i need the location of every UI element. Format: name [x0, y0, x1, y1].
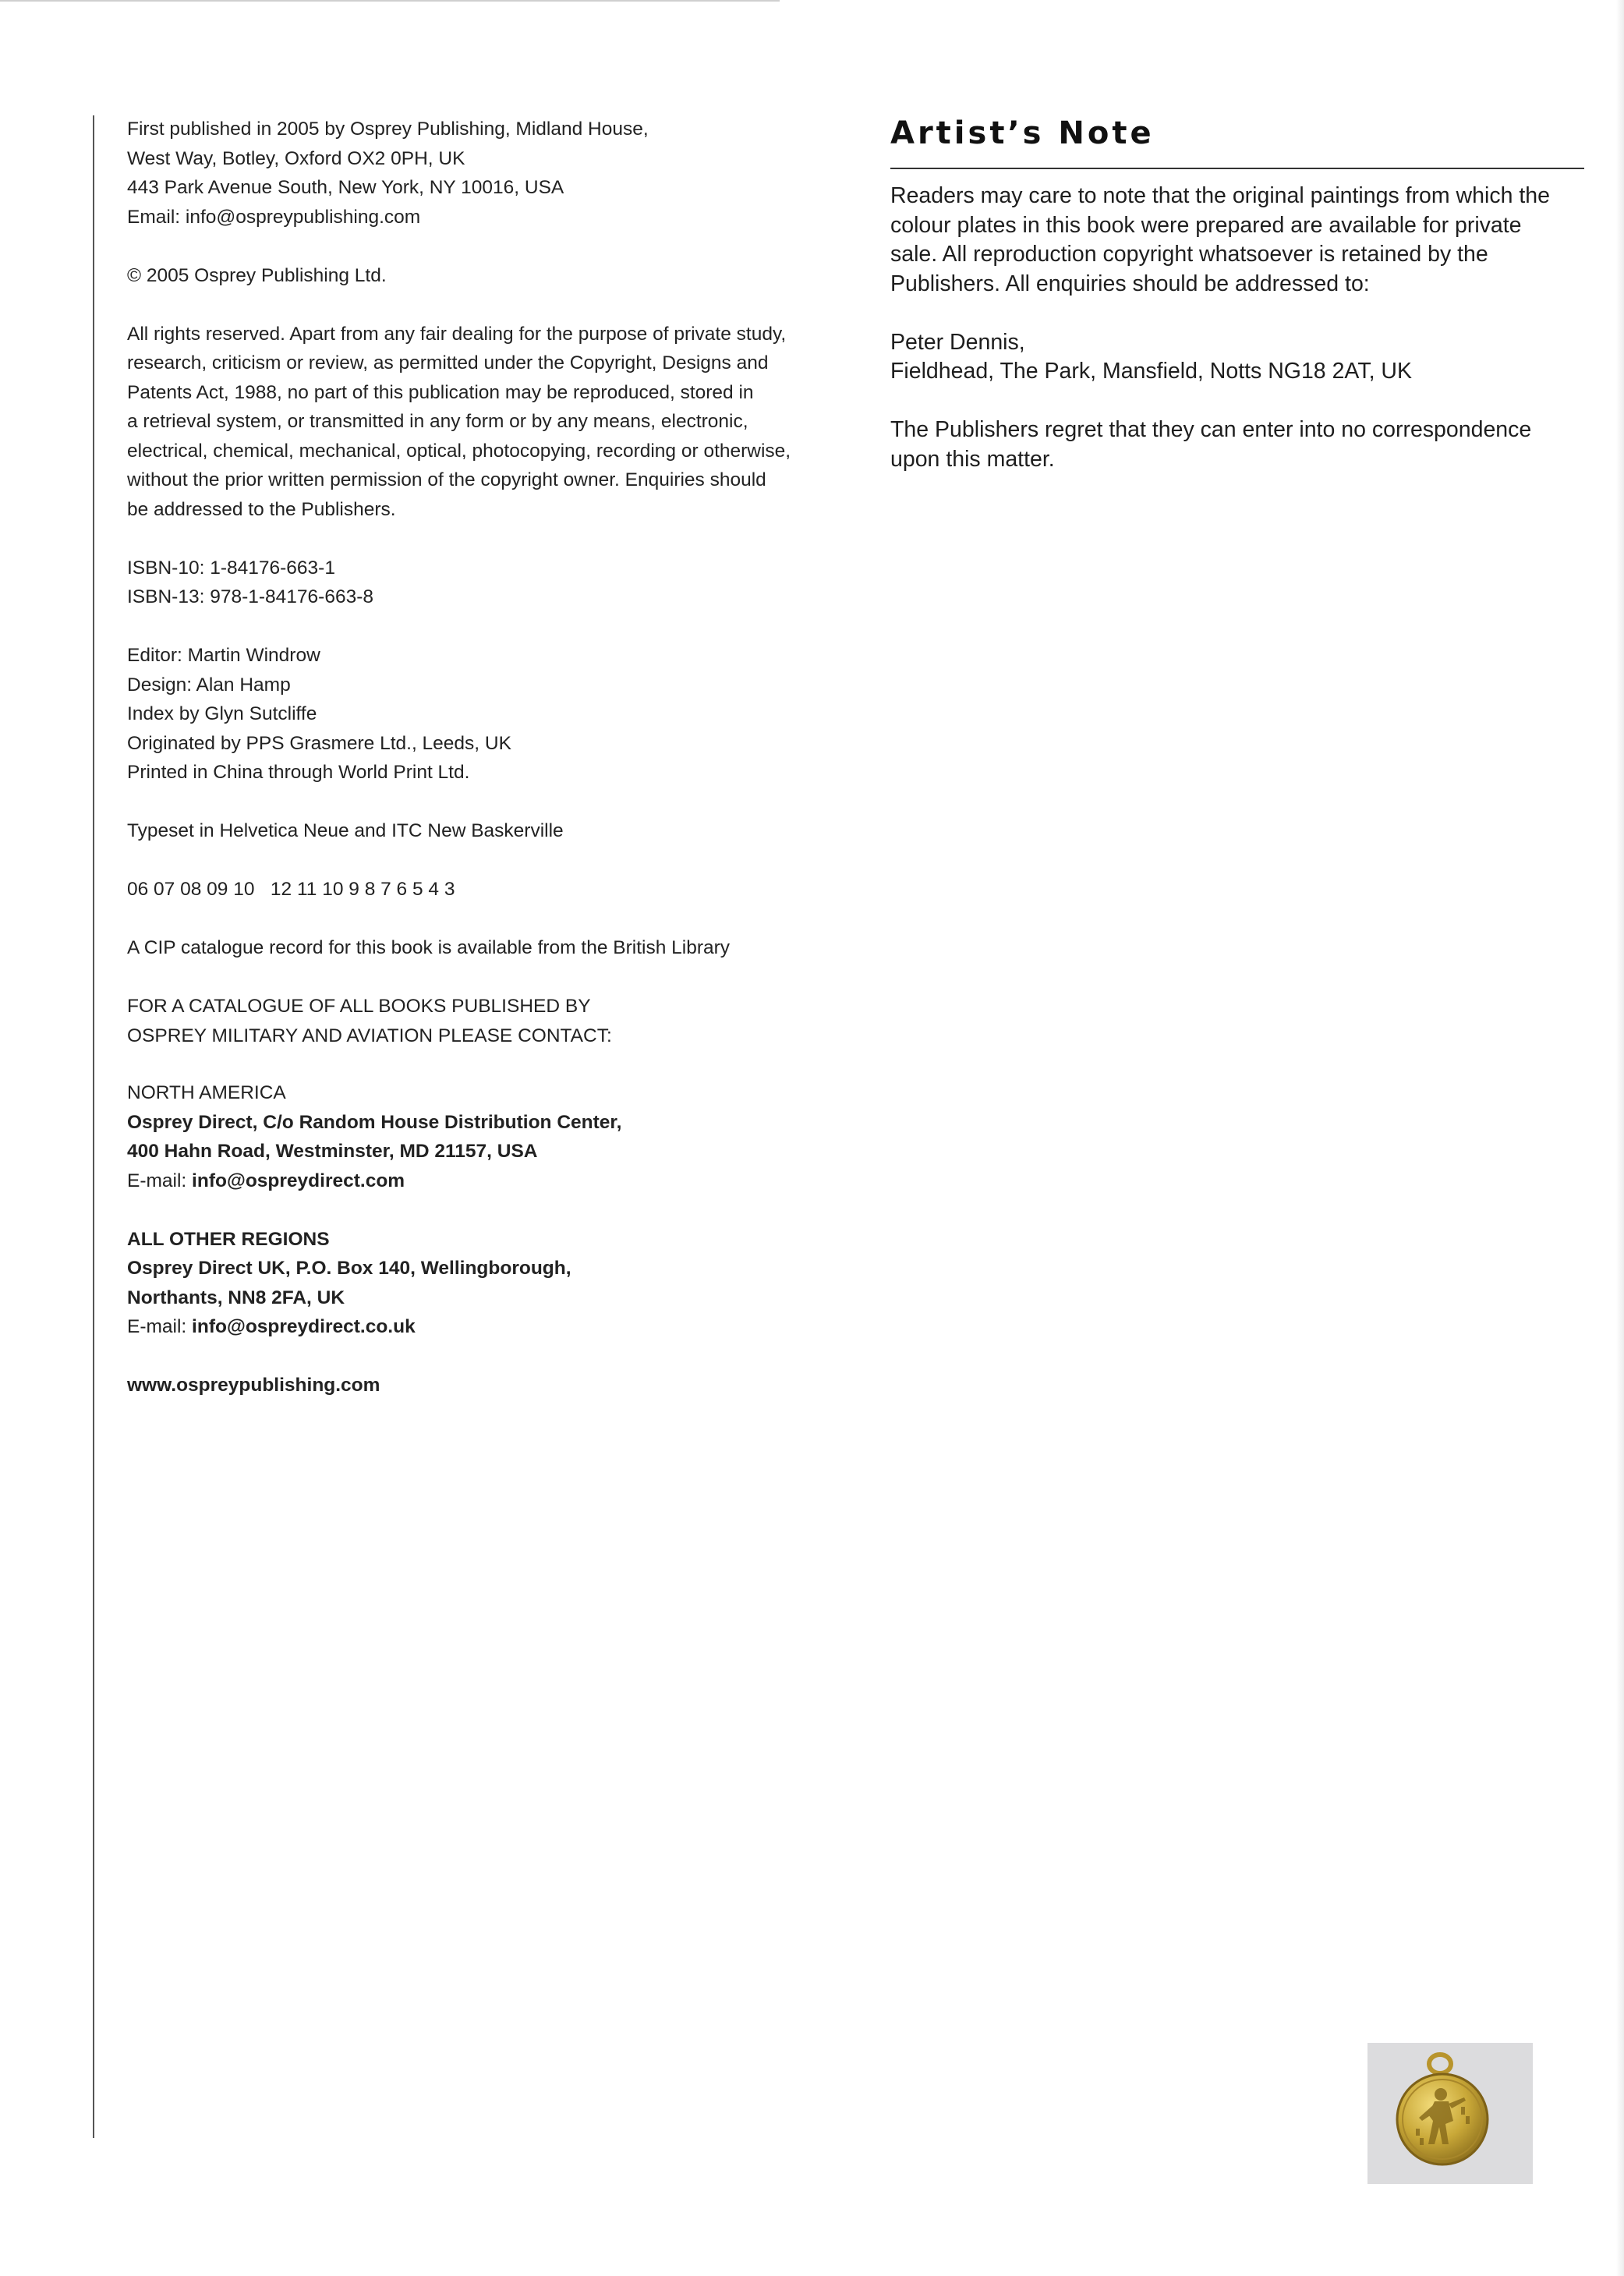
other-regions-contact — [127, 1225, 852, 1342]
note-line: Readers may care to note that the original paintings from which the — [890, 183, 1550, 208]
region-heading: ALL OTHER REGIONS — [127, 1228, 330, 1250]
correspondence-notice — [890, 416, 1584, 474]
email-line — [127, 1166, 852, 1196]
publisher-line: First published in 2005 by Osprey Publishing, Midland House, — [127, 119, 649, 140]
rights-line: be addressed to the Publishers. — [127, 498, 396, 520]
rights-statement — [127, 320, 852, 525]
north-america-contact — [127, 1078, 852, 1195]
website-link[interactable]: www.ospreypublishing.com — [127, 1375, 380, 1396]
artists-note-paragraph — [890, 182, 1584, 299]
address-line: Peter Dennis, — [890, 329, 1025, 355]
credit-line: Editor: Martin Windrow — [127, 645, 320, 666]
artists-note-section — [890, 113, 1584, 474]
page-edge-shadow — [1616, 0, 1624, 2276]
credit-line: Index by Glyn Sutcliffe — [127, 703, 317, 724]
publisher-email[interactable]: Email: info@ospreypublishing.com — [127, 206, 421, 228]
rights-line: electrical, chemical, mechanical, optical, photocopying, recording or otherwise, — [127, 440, 791, 462]
isbn-13: ISBN-13: 978-1-84176-663-8 — [127, 586, 373, 607]
rights-line: without the prior written permission of the copyright owner. Enquiries should — [127, 469, 766, 490]
catalogue-line: FOR A CATALOGUE OF ALL BOOKS PUBLISHED BY — [127, 996, 591, 1017]
artists-note-title: Artist’s Note — [890, 115, 1155, 151]
note-line: Publishers. All enquiries should be addressed to: — [890, 271, 1370, 296]
left-margin-rule — [93, 115, 94, 2138]
pendant-loop — [1429, 2055, 1451, 2073]
address-line: Northants, NN8 2FA, UK — [127, 1287, 345, 1308]
email-link[interactable]: info@ospreydirect.co.uk — [192, 1316, 416, 1337]
isbn-10: ISBN-10: 1-84176-663-1 — [127, 557, 335, 579]
rights-line: All rights reserved. Apart from any fair dealing for the purpose of private study, — [127, 323, 787, 345]
email-label: E-mail: — [127, 1316, 193, 1337]
cip-record: A CIP catalogue record for this book is available from the British Library — [127, 937, 731, 958]
catalogue-line: OSPREY MILITARY AND AVIATION PLEASE CONTACT: — [127, 1025, 612, 1046]
copyright-notice: © 2005 Osprey Publishing Ltd. — [127, 264, 387, 286]
print-run-numbers: 06 07 08 09 10 12 11 10 9 8 7 6 5 4 3 — [127, 879, 455, 900]
region-heading: NORTH AMERICA — [127, 1082, 286, 1103]
coin-illustration — [1367, 2043, 1533, 2184]
note-line: upon this matter. — [890, 446, 1055, 472]
gold-coin-pendant-image — [1367, 2043, 1533, 2184]
address-line: Fieldhead, The Park, Mansfield, Notts NG18 2AT, UK — [890, 359, 1412, 384]
catalogue-request — [127, 992, 852, 1050]
credit-line: Originated by PPS Grasmere Ltd., Leeds, UK — [127, 732, 511, 754]
artist-address — [890, 328, 1584, 387]
note-line: colour plates in this book were prepared are available for private — [890, 212, 1522, 238]
email-label: E-mail: — [127, 1170, 193, 1191]
address-line: 400 Hahn Road, Westminster, MD 21157, USA — [127, 1141, 538, 1162]
rights-line: Patents Act, 1988, no part of this publication may be reproduced, stored in — [127, 381, 754, 403]
email-line — [127, 1312, 852, 1342]
top-scan-rule — [0, 0, 780, 2]
isbn-block — [127, 554, 852, 612]
typeset-note: Typeset in Helvetica Neue and ITC New Baskerville — [127, 820, 564, 841]
email-link[interactable]: info@ospreydirect.com — [192, 1170, 405, 1191]
publisher-line: 443 Park Avenue South, New York, NY 10016, USA — [127, 177, 564, 198]
note-line: The Publishers regret that they can enter into no correspondence — [890, 417, 1532, 442]
imprint-column — [127, 115, 852, 1400]
credits-block — [127, 641, 852, 788]
note-line: sale. All reproduction copyright whatsoever is retained by the — [890, 242, 1488, 267]
credit-line: Design: Alan Hamp — [127, 674, 291, 696]
publisher-line: West Way, Botley, Oxford OX2 0PH, UK — [127, 147, 465, 169]
address-line: Osprey Direct UK, P.O. Box 140, Wellingborough, — [127, 1258, 571, 1279]
credit-line: Printed in China through World Print Ltd. — [127, 762, 470, 783]
publisher-address-block — [127, 115, 852, 232]
title-divider — [890, 168, 1584, 169]
rights-line: research, criticism or review, as permitted under the Copyright, Designs and — [127, 352, 769, 373]
rights-line: a retrieval system, or transmitted in any form or by any means, electronic, — [127, 411, 748, 432]
address-line: Osprey Direct, C/o Random House Distribution Center, — [127, 1111, 622, 1133]
